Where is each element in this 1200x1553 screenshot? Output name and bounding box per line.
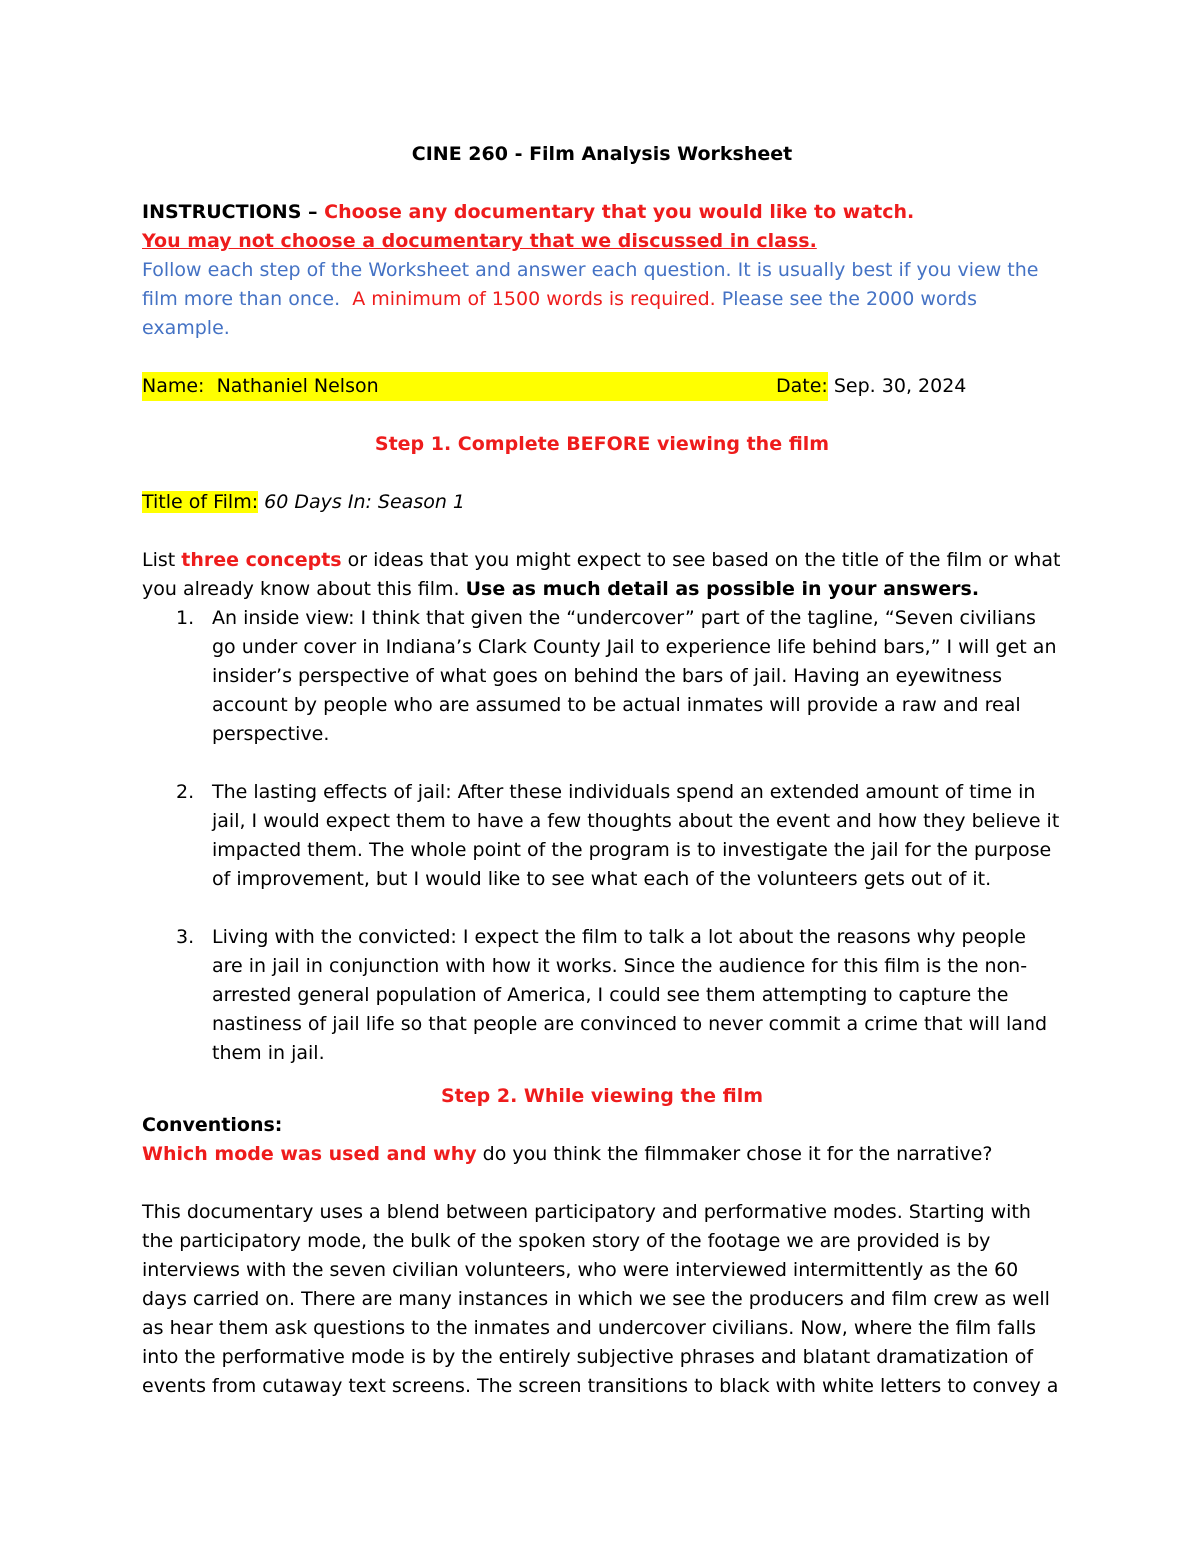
concepts-list [142, 604, 1062, 1068]
instructions-details [142, 256, 1062, 343]
film-title-value: 60 Days In: Season 1 [264, 491, 466, 513]
list-item [142, 778, 1062, 894]
instructions-choose-text: Choose any documentary that you would like to watch. [324, 201, 915, 223]
step2-heading: Step 2. While viewing the film [440, 1085, 764, 1107]
name-field [142, 372, 776, 401]
detail-instruction: Use as much detail as possible in your answers. [465, 578, 980, 600]
list-item-text: Living with the convicted: I expect the film to talk a lot about the reasons why people are in jail in conjunction with how it works. Since the audience for this film is the non-arrested general population of America, I could see them attempting to capture the nastiness of jail life so that people are convinced to never commit a crime that will land them in jail. [212, 926, 1048, 1064]
date-label: Date: [776, 372, 828, 401]
list-item-number: 3. [176, 926, 195, 948]
mode-answer: This documentary uses a blend between participatory and performative modes. Starting with the participatory mode, the bulk of the spoken story of the footage we are provided is by interviews with the seven civilian volunteers, who were interviewed intermittently as the 60 days carried on. There are many instances in which we see the producers and film crew as well as hear them ask questions to the inmates and undercover civilians. Now, where the film falls into the performative mode is by the entirely subjective phrases and blatant dramatization of events from cutaway text screens. The screen transitions to black with white letters to convey a [142, 1201, 1059, 1397]
page-title: CINE 260 - Film Analysis Worksheet [411, 143, 793, 165]
list-item [142, 604, 1062, 749]
instructions-restriction: You may not choose a documentary that we discussed in class. [142, 230, 817, 252]
list-item-number: 2. [176, 781, 195, 803]
three-concepts-text: three concepts [181, 549, 342, 571]
mode-question-highlight: Which mode was used and why [142, 1143, 477, 1165]
instructions-follow-text: Follow each step of the Worksheet and answer each question. It is usually best if you view the film more than once. [142, 259, 1039, 310]
step1-heading: Step 1. Complete BEFORE viewing the film [374, 433, 830, 455]
instructions-line-1 [142, 198, 1062, 227]
name-date-line [142, 372, 1062, 401]
film-title-label: Title of Film: [142, 491, 259, 513]
name-value: Nathaniel Nelson [216, 375, 379, 397]
list-item-number: 1. [176, 607, 195, 629]
list-item-text: The lasting effects of jail: After these individuals spend an extended amount of time in jail, I would expect them to have a few thoughts about the event and how they believe it impacted them. The whole point of the program is to investigate the jail for the purpose of improvement, but I would like to see what each of the volunteers gets out of it. [212, 781, 1060, 890]
instructions-example-text: Please see the 2000 words example. [142, 288, 977, 339]
list-item-text: An inside view: I think that given the “undercover” part of the tagline, “Seven civilians go under cover in Indiana’s Clark County Jail to experience life behind bars,” I will get an insider’s perspective of what goes on behind the bars of jail. Having an eyewitness account by people who are assumed to be actual inmates will provide a raw and real perspective. [212, 607, 1057, 745]
mode-question [142, 1140, 1062, 1169]
list-item [142, 923, 1062, 1068]
list-spacer [142, 894, 1062, 923]
date-value: Sep. 30, 2024 [833, 375, 967, 397]
conventions-label: Conventions: [142, 1114, 283, 1136]
mode-question-rest: do you think the filmmaker chose it for the narrative? [476, 1143, 993, 1165]
name-label: Name: [142, 375, 205, 397]
list-prompt-text-b: or ideas that you might expect to see based on the title of the film or what you already know about this film. [142, 549, 1061, 600]
list-prompt [142, 546, 1062, 604]
list-spacer [142, 749, 1062, 778]
list-prompt-text-a: List [142, 549, 182, 571]
worksheet-content [142, 140, 1062, 1401]
film-title-line [142, 488, 1062, 517]
instructions-minimum-text: A minimum of 1500 words is required. [352, 288, 716, 310]
instructions-label: INSTRUCTIONS – [142, 201, 325, 223]
